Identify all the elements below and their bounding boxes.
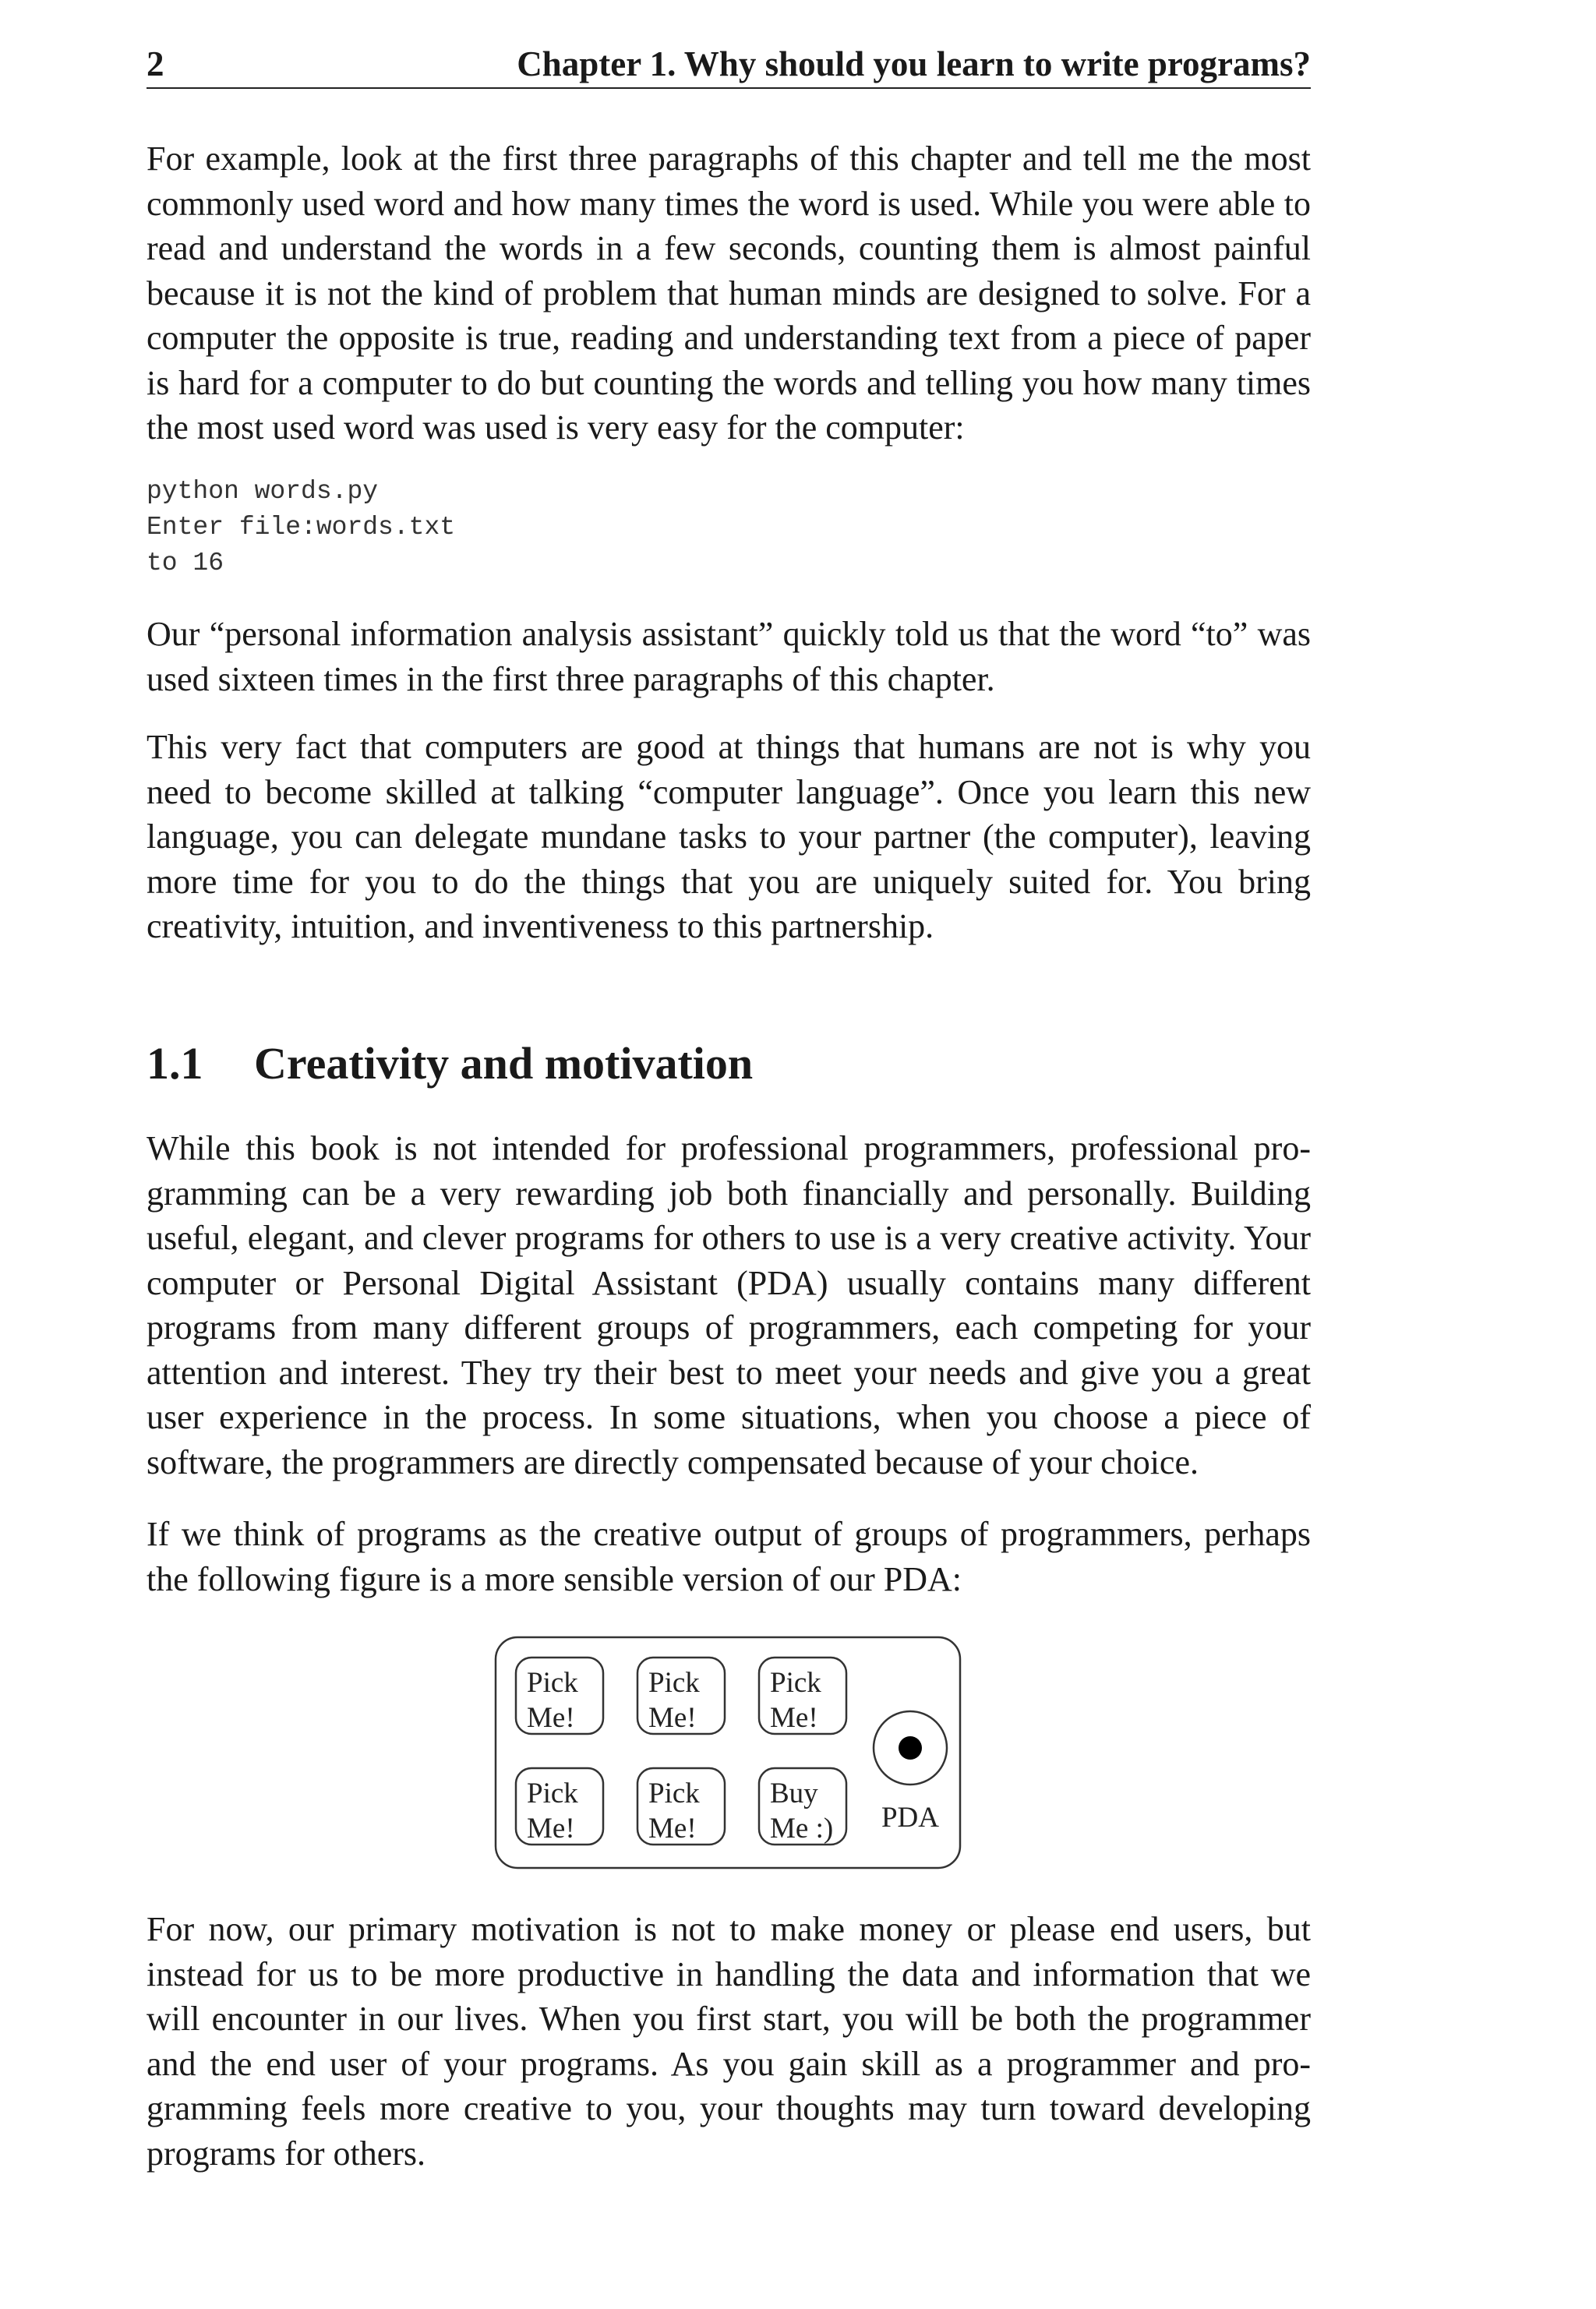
code-line: to 16 [147,549,224,577]
app-button [637,1658,725,1734]
app-button-label: Buy [770,1778,818,1809]
running-header [147,41,1311,89]
app-button-label: Me! [527,1702,575,1734]
app-button-label: Me! [648,1813,697,1845]
paragraph-primary-motivation: For now, our primary motivation is not to make money or please end users, but instead for us to be more productive in handling the data and information that we will encounter in our lives. When you first start, you will be both the programmer and the end user of your programs. As you gain skill as a programmer and programming feels more creative to you, your thoughts may turn toward developing programs for others. [147,1910,1311,2173]
app-button [637,1768,725,1845]
paragraph-computer-language: This very fact that computers are good at things that humans are not is why you need to become skilled at talking “computer language”. Once you learn this new language, you can delegate mundane tasks to your partner (the computer), leaving more time for you to do the things that you are uniquely suited for. You bring creativity, intuition, and inventiveness to this partnership. [147,728,1311,945]
home-button-dot-icon [899,1736,922,1760]
app-button [516,1658,603,1734]
code-block [147,474,1311,581]
app-button [759,1768,846,1845]
app-button-label: Me :) [770,1813,834,1845]
app-button-label: Pick [527,1778,578,1809]
app-button-label: Pick [648,1667,700,1699]
app-button [516,1768,603,1845]
paragraph-professional-programming: While this book is not intended for professional programmers, professional programming can be a very rewarding job both financially and personally. Building useful, elegant, and clever programs for others to use is a very creative activity. Your computer or Personal Digital Assistant (PDA) usually contains many different programs from many different groups of programmers, each competing for your attention and interest. They try their best to meet your needs and give you a great user experience in the process. In some situations, when you choose a piece of software, the programmers are directly compensated because of your choice. [147,1129,1311,1481]
pda-figure [494,1636,962,1869]
pda-label: PDA [881,1802,940,1834]
section-number: 1.1 [147,1038,203,1089]
code-line: python words.py [147,477,379,506]
app-button-label: Pick [648,1778,700,1809]
section-title: Creativity and motivation [254,1038,754,1089]
chapter-title: Chapter 1. Why should you learn to write programs? [517,44,1311,83]
section-heading [147,1033,753,1095]
app-button [759,1658,846,1734]
code-line: Enter file:words.txt [147,513,456,542]
app-button-label: Pick [770,1667,821,1699]
page-number: 2 [147,44,164,83]
paragraph-assistant-result: Our “personal information analysis assistant” quickly told us that the word “to” was used sixteen times in the first three paragraphs of this chapter. [147,615,1311,698]
paragraph-word-count-example: For example, look at the first three paragraphs of this chapter and tell me the most commonly used word and how many times the word is used. While you were able to read and understand the words in a few seconds, counting them is almost painful because it is not the kind of problem that human minds are designed to solve. For a computer the opposite is true, reading and understanding text from a piece of paper is hard for a computer to do but counting the words and telling you how many times the most used word was used is very easy for the computer: [147,139,1311,447]
paragraph-figure-intro: If we think of programs as the creative output of groups of programmers, perhaps the following figure is a more sensible version of our PDA: [147,1515,1311,1598]
app-button-label: Me! [648,1702,697,1734]
app-button-label: Pick [527,1667,578,1699]
app-button-label: Me! [770,1702,818,1734]
app-button-label: Me! [527,1813,575,1845]
